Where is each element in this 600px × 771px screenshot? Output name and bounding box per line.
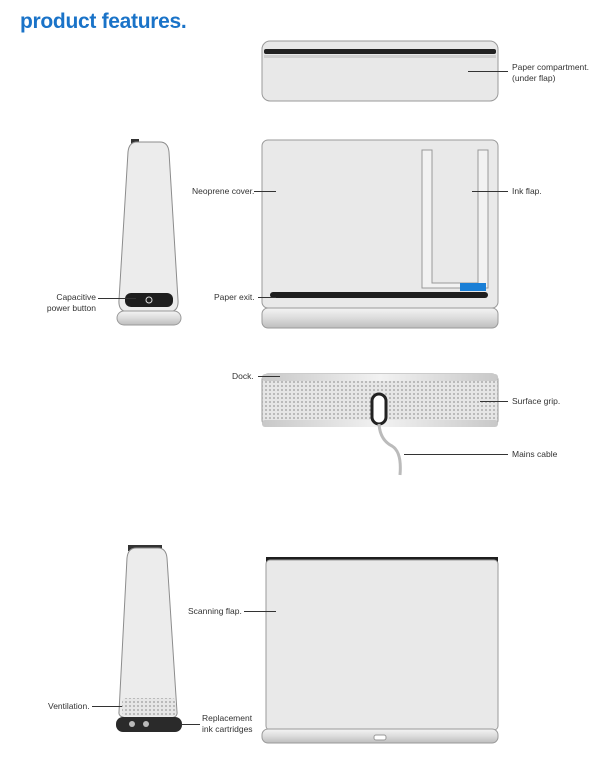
dock-device [262,374,498,475]
mains-cable-label: Mains cable [512,449,558,459]
under-flap-text: (under flap) [512,73,556,83]
power-button-text: power button [46,303,96,313]
page-title: product features. [20,10,187,33]
side-view-device-bottom [116,545,182,732]
surface-grip-label: Surface grip. [512,396,561,406]
dock-line [258,376,280,377]
scanning-device [262,557,498,743]
scanning-flap-line [244,611,276,612]
capacitive-label [40,292,96,314]
replacement-line [180,724,200,725]
ink-flap-label: Ink flap. [512,186,542,196]
mains-cable-line [404,454,508,455]
front-device-cover [262,140,498,328]
ventilation-label: Ventilation. [48,701,90,711]
replacement-label [202,713,253,735]
ink-flap-line [472,191,508,192]
replacement-text: Replacement [202,713,253,723]
ventilation-line [92,706,122,707]
capacitive-text: Capacitive [56,292,96,302]
scanning-flap-label: Scanning flap. [188,606,242,616]
capacitive-line [98,298,136,299]
paper-compartment-label [512,62,589,84]
ink-cartridges-text: ink cartridges [202,724,253,734]
dock-label: Dock. [232,371,254,381]
paper-exit-label: Paper exit. [214,292,255,302]
neoprene-cover-label: Neoprene cover. [192,186,255,196]
paper-exit-line [258,297,276,298]
paper-compartment-line [468,71,508,72]
paper-compartment-device [262,41,498,101]
paper-compartment-text: Paper compartment. [512,62,590,72]
neoprene-cover-line [254,191,276,192]
surface-grip-line [480,401,508,402]
